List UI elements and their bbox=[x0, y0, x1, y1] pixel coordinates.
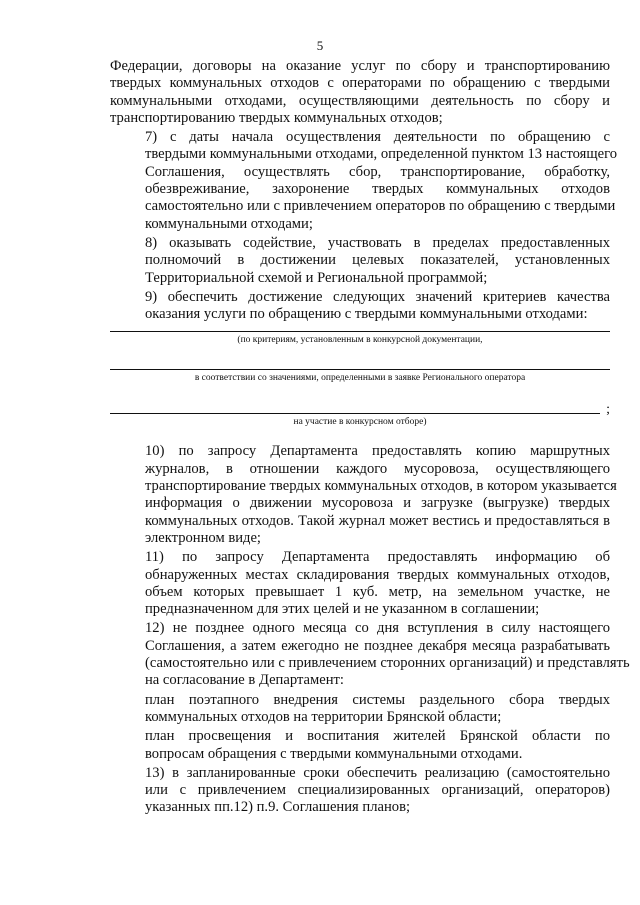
paragraph-p9 bbox=[110, 289, 610, 324]
text-line: 7) с даты начала осуществления деятельности по обращению с bbox=[145, 129, 610, 146]
text-line: электронном виде; bbox=[145, 529, 261, 546]
text-line: оказания услуги по обращению с твердыми коммунальными отходами: bbox=[145, 306, 588, 323]
text-line: план просвещения и воспитания жителей Брянской области по bbox=[145, 728, 610, 745]
paragraph-p12b bbox=[110, 728, 610, 763]
text-line: указанных пп.12) п.9. Соглашения планов; bbox=[145, 799, 411, 816]
paragraph-group-after-form bbox=[110, 443, 630, 816]
text-line: транспортированию твердых коммунальных отходов; bbox=[110, 109, 443, 126]
text-line: коммунальных отходов на территории Брянской области; bbox=[145, 708, 502, 725]
form-blank-line-2 bbox=[110, 361, 610, 399]
blank-caption: (по критериям, установленным в конкурсной документации, bbox=[237, 335, 483, 346]
form-blank-line-3 bbox=[110, 399, 610, 439]
document-body bbox=[110, 58, 630, 817]
text-line: Соглашения, а затем ежегодно не позднее декабря месяца разрабатывать bbox=[145, 637, 610, 654]
text-line: полномочий в достижении целевых показателей, установленных bbox=[145, 252, 610, 269]
text-line: 9) обеспечить достижение следующих значений критериев качества bbox=[145, 288, 610, 305]
text-line: информация о движении мусоровоза и загрузке (выгрузке) твердых bbox=[145, 495, 610, 512]
text-line: твердыми коммунальными отходами, определенной пунктом 13 настоящего bbox=[145, 146, 618, 163]
blank-rule bbox=[110, 331, 610, 332]
paragraph-p7 bbox=[110, 129, 618, 233]
paragraph-p13 bbox=[110, 765, 610, 817]
text-line: 10) по запросу Департамента предоставлять копию маршрутных bbox=[145, 443, 610, 460]
text-line: предназначенном для этих целей и не указанном в соглашении; bbox=[145, 601, 540, 618]
text-line: транспортирование твердых коммунальных отходов, в котором указывается bbox=[145, 478, 617, 495]
text-line: обезвреживание, захоронение твердых коммунальных отходов bbox=[145, 181, 610, 198]
text-line: или с привлечением специализированных организаций, операторов) bbox=[145, 782, 610, 799]
text-line: Территориальной схемой и Региональной программой; bbox=[145, 269, 488, 286]
paragraph-p10 bbox=[110, 443, 617, 547]
paragraph-p12 bbox=[110, 620, 630, 689]
text-line: коммунальных отходов. Такой журнал может вестись и предоставляться в bbox=[145, 512, 610, 529]
blank-caption: на участие в конкурсном отборе) bbox=[293, 417, 427, 428]
text-line: журналов, в отношении каждого мусоровоза, осуществляющего bbox=[145, 460, 610, 477]
form-blank-line-1 bbox=[110, 323, 610, 361]
text-line: самостоятельно или с привлечением операторов по обращению с твердыми bbox=[145, 198, 616, 215]
text-line: Федерации, договоры на оказание услуг по сбору и транспортированию bbox=[110, 58, 610, 74]
blank-end-mark: ; bbox=[606, 402, 610, 418]
text-line: обнаруженных местах складирования твердых коммунальных отходов, bbox=[145, 566, 610, 583]
blank-rule bbox=[110, 369, 610, 370]
page-number: 5 bbox=[316, 38, 324, 53]
text-line: вопросам обращения с твердыми коммунальными отходами. bbox=[145, 745, 523, 762]
text-line: коммунальными отходами, осуществляющими деятельность по сбору и bbox=[110, 92, 610, 109]
text-line: твердых коммунальных отходов с операторами по обращению с твердыми bbox=[110, 75, 610, 92]
text-line: Соглашения, осуществлять сбор, транспортирование, обработку, bbox=[145, 163, 610, 180]
text-line: 13) в запланированные сроки обеспечить реализацию (самостоятельно bbox=[145, 764, 610, 781]
blank-rule bbox=[110, 413, 600, 414]
text-line: коммунальными отходами; bbox=[145, 215, 313, 232]
text-line: объем которых превышает 1 куб. метр, на земельном участке, не bbox=[145, 583, 610, 600]
text-line: 11) по запросу Департамента предоставлять информацию об bbox=[145, 549, 610, 566]
paragraph-group-before-form bbox=[110, 58, 618, 323]
paragraph-p12a bbox=[110, 692, 610, 727]
text-line: (самостоятельно или с привлечением сторонних организаций) и представлять bbox=[145, 655, 630, 672]
text-line: 12) не позднее одного месяца со дня вступления в силу настоящего bbox=[145, 620, 610, 637]
paragraph-cont bbox=[110, 58, 610, 127]
text-line: на согласование в Департамент: bbox=[145, 672, 344, 689]
paragraph-p8 bbox=[110, 235, 610, 287]
blank-caption: в соответствии со значениями, определенными в заявке Регионального оператора bbox=[194, 373, 526, 384]
text-line: 8) оказывать содействие, участвовать в пределах предоставленных bbox=[145, 234, 610, 251]
text-line: план поэтапного внедрения системы раздельного сбора твердых bbox=[145, 691, 610, 708]
paragraph-p11 bbox=[110, 549, 610, 618]
